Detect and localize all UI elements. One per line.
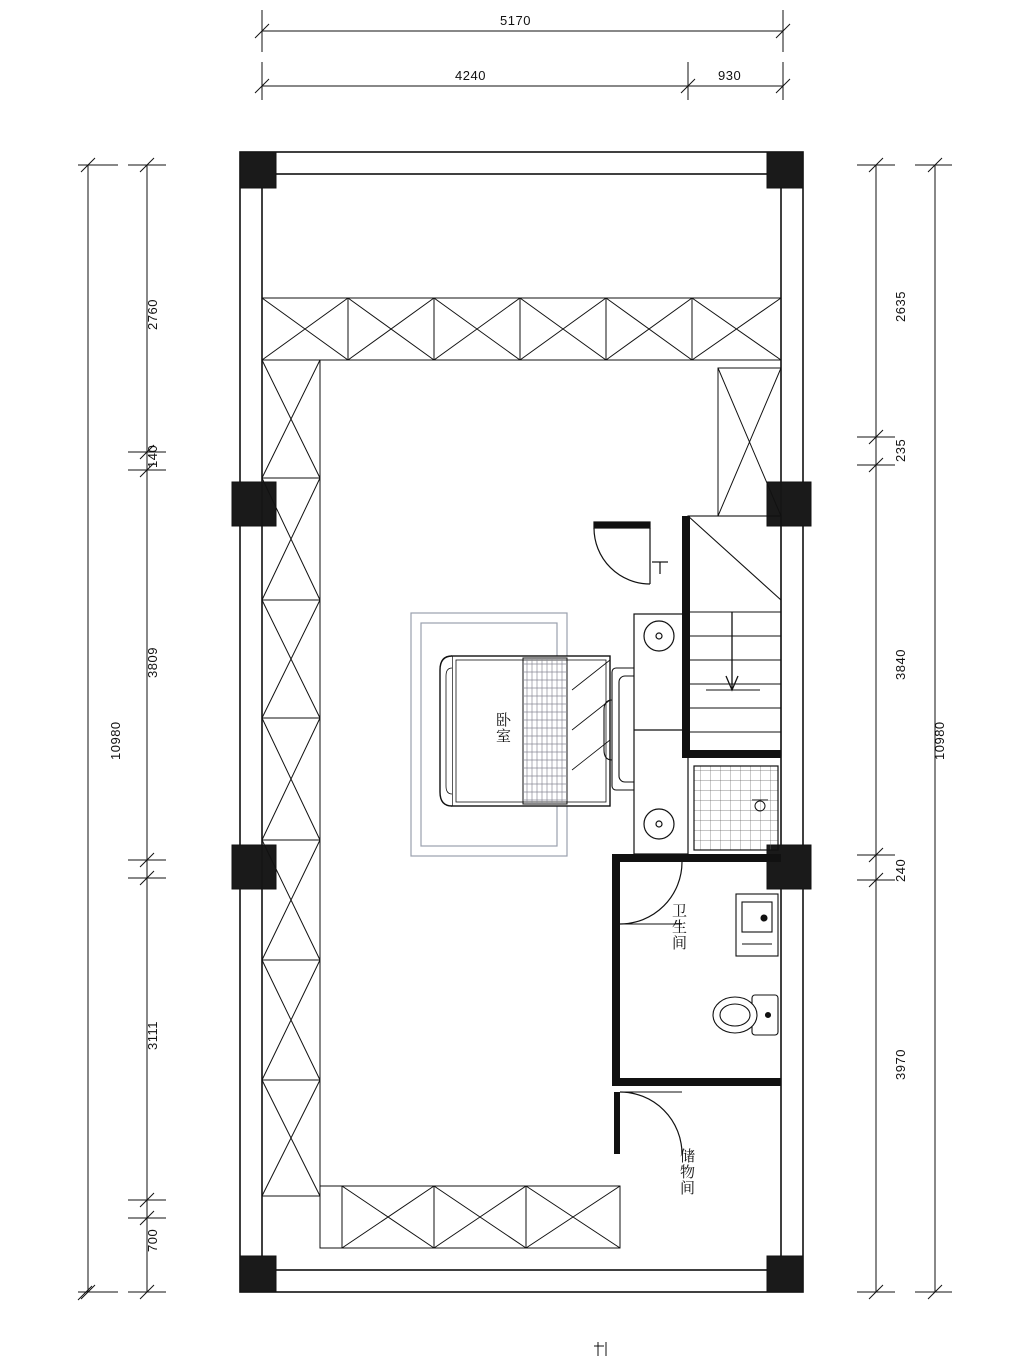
dim-left-seg-1: 2760 — [145, 299, 160, 330]
dim-right-seg-3: 3840 — [893, 649, 908, 680]
dim-left-seg-2: 140 — [145, 444, 160, 468]
cabinet-run-top — [262, 298, 781, 360]
bed — [440, 656, 610, 806]
dim-top-right-seg: 930 — [718, 68, 742, 83]
fixture-symbol — [652, 562, 668, 574]
staircase — [688, 516, 781, 756]
cabinet-run-right — [718, 368, 781, 516]
page-bottom-marks — [78, 1286, 606, 1356]
dim-left-overall: 10980 — [108, 721, 123, 760]
room-label-bedroom: 卧室 — [494, 712, 511, 744]
shower-tray — [694, 766, 778, 850]
toilet — [713, 995, 778, 1035]
room-label-bathroom: 卫生间 — [670, 903, 687, 951]
vanity-counter — [634, 614, 688, 854]
dim-right-seg-5: 3970 — [893, 1049, 908, 1080]
dim-right-overall: 10980 — [932, 721, 947, 760]
dim-right-seg-2: 235 — [893, 438, 908, 462]
cabinet-run-bottom — [320, 1186, 620, 1248]
door-storage — [614, 1092, 682, 1154]
dim-top-overall: 5170 — [500, 13, 531, 28]
dim-right-seg-4: 240 — [893, 858, 908, 882]
dim-top-left-seg: 4240 — [455, 68, 486, 83]
room-label-storage: 储物间 — [678, 1148, 695, 1196]
dim-left-seg-3: 3809 — [145, 647, 160, 678]
door-upper-right — [594, 522, 650, 584]
bathroom-sink — [736, 894, 778, 956]
dim-left-seg-5: 700 — [145, 1228, 160, 1252]
dim-right-seg-1: 2635 — [893, 291, 908, 322]
dim-left-seg-4: 3111 — [145, 1021, 160, 1050]
